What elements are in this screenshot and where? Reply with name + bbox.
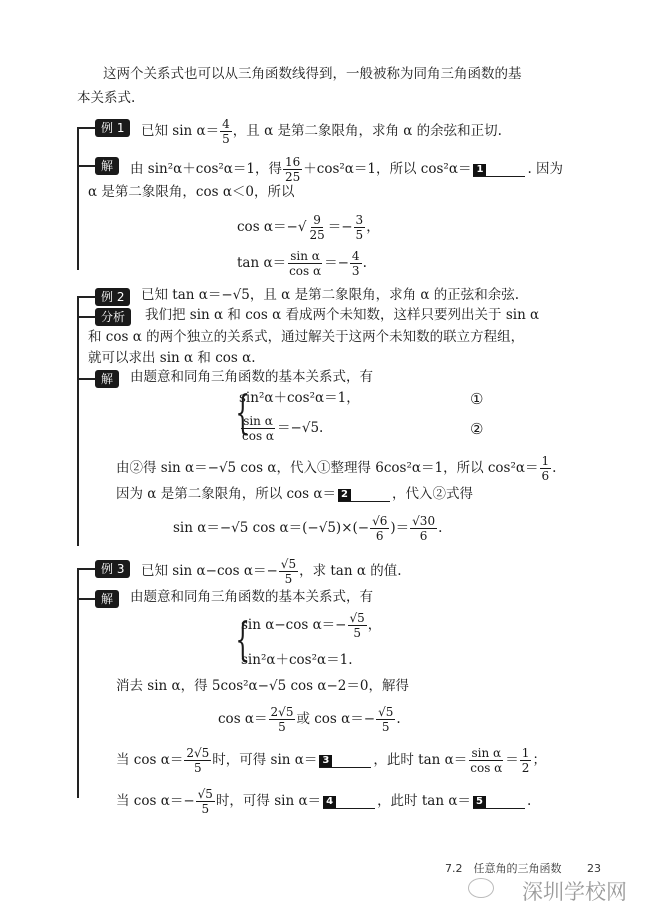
answer-blank [473,794,525,809]
equation-number-1: ① [470,390,484,408]
section-title: 7.2 任意角的三角函数 [445,862,562,875]
analysis-line [88,331,524,345]
bracket-tick [77,127,97,129]
denominator: 5 [193,761,202,775]
text-run: 当 cos α＝− [116,792,195,809]
text-run: 因为 α 是第二象限角，所以 cos α＝ [116,485,337,502]
denominator: 5 [381,720,390,734]
example-3-solution-line [116,788,531,815]
text-run: 已知 sin α−cos α＝− [141,562,278,579]
text-run: ， [367,616,382,633]
denominator: 3 [351,264,360,278]
text-run: 已知 tan α＝−√5，且 α 是第二象限角，求角 α 的正弦和余弦. [141,287,520,303]
text-run: α 是第二象限角，cos α＜0，所以 [88,184,295,200]
text-run: 由题意和同角三角函数的基本关系式，有 [130,589,373,605]
text-run: 和 cos α 的两个独立的关系式，通过解关于这两个未知数的联立方程组， [88,329,525,345]
fraction [184,747,211,774]
watermark: 深圳学校网 [522,880,627,904]
fraction [348,612,367,639]
text-run: ，代入②式得 [392,485,474,502]
text-run: 或 cos α＝− [296,710,376,727]
answer-blank [319,753,371,768]
example-3-equation [218,706,401,733]
answer-blank [473,162,525,177]
text-run: )＝ [390,519,410,536]
text-run: 已知 sin α＝ [141,122,220,139]
denominator: 5 [353,626,361,640]
numerator: 4 [351,249,360,263]
blank-number: 4 [323,796,336,808]
numerator: 1 [541,454,550,468]
numerator: 9 [313,213,321,227]
text-run: . 因为 [527,160,564,177]
example-1-question [141,118,502,145]
text-run: . [526,792,532,809]
text-run: 当 cos α＝ [116,751,184,768]
fraction [540,455,552,482]
bracket-tick [77,378,97,380]
system-brace: { [235,612,250,666]
text-run: sin²α＋cos²α＝1， [239,390,360,406]
text-run: ＝− [327,218,353,235]
bracket-tick [77,296,97,298]
text-run: 由 sin²α＋cos²α＝1，得 [130,160,282,177]
numerator: √5 [197,787,213,801]
system-equation-1 [239,392,360,406]
example-3-bracket [77,568,79,798]
fraction [307,214,326,241]
example-1-equation [237,214,380,241]
fraction [370,515,389,542]
page-footer [445,860,601,876]
text-run: ＝ [505,751,519,768]
text-run: 这两个关系式也可以从三角函数线得到，一般被称为同角三角函数的基 [103,66,522,82]
analysis-line [88,352,256,366]
blank-number: 2 [338,489,351,501]
text-run: 由题意和同角三角函数的基本关系式，有 [130,369,373,385]
example-1-solution-line [130,156,563,183]
text-run: 时，可得 sin α＝ [215,792,322,809]
text-run: sin α＝−√5 cos α＝(−√5)×(− [173,519,370,536]
denominator: cos α [242,429,275,443]
numerator: √5 [280,557,297,571]
denominator: 6 [419,529,428,543]
text-run: ，且 α 是第二象限角，求角 α 的余弦和正切. [232,122,502,139]
denominator: 25 [285,170,301,184]
text-run: 本关系式. [77,90,136,106]
example-1-equation [237,250,367,277]
analysis-line [145,309,539,323]
numerator: 1 [521,746,530,760]
example-1-bracket [77,127,79,270]
numerator: √5 [378,705,394,719]
numerator: sin α [243,414,273,428]
bracket-tick [77,598,97,600]
example-3-solution-line [130,591,373,605]
fraction [283,156,302,183]
blank-number: 3 [319,755,332,767]
denominator: 5 [284,572,293,586]
example-3-solution-line [116,747,546,774]
bracket-tick [77,165,97,167]
fraction [520,747,532,774]
fraction [196,788,215,815]
denominator: 25 [309,228,325,242]
solution-label: 解 [95,157,119,175]
text-run: . [362,254,367,271]
solution-label: 解 [95,370,119,388]
example-2-equation [173,515,442,542]
system-brace: { [235,385,250,439]
fraction [269,706,296,733]
text-run: sin²α＋cos²α＝1. [241,652,353,668]
denominator: 5 [201,802,210,816]
text-run: 我们把 sin α 和 cos α 看成两个未知数，这样只要列出关于 sin α [145,307,540,323]
example-2-solution-line [116,487,473,502]
text-run: ，求 tan α 的值. [299,562,402,579]
example-2-question [141,289,519,303]
numerator: √30 [412,514,436,528]
text-run: ， [366,218,380,235]
analysis-label: 分析 [95,308,131,326]
example-2-solution-line [116,455,556,482]
text-run: ＝− [324,254,349,271]
system-equation-2 [241,654,353,668]
denominator: cos α [289,264,322,278]
equation-number-2: ② [470,420,484,438]
text-run: cos α＝−√ [237,218,307,235]
fraction [287,250,323,277]
text-run: . [552,459,557,476]
text-run: 时，可得 sin α＝ [212,751,318,768]
text-run: ＋cos²α＝1，所以 cos²α＝ [303,160,472,177]
numerator: 2√5 [270,705,294,719]
text-run: sin α−cos α＝− [241,616,347,633]
example-3-label: 例 3 [95,560,130,578]
text-run: 就可以求出 sin α 和 cos α. [88,350,256,366]
answer-blank [323,794,375,809]
blank-number: 5 [473,796,486,808]
text-run: ，此时 tan α＝ [373,751,468,768]
intro-line-2 [77,92,135,106]
text-run: . [396,710,401,727]
fraction [468,747,504,774]
fraction [354,214,366,241]
text-run: tan α＝ [237,254,287,271]
denominator: 5 [278,720,286,734]
text-run: 由②得 sin α＝−√5 cos α，代入①整理得 6cos²α＝1，所以 cos²α＝ [116,459,539,476]
numerator: sin α [290,249,320,263]
page-number: 23 [587,862,601,875]
text-run: cos α＝ [218,710,268,727]
bracket-tick [77,568,97,570]
example-1-label: 例 1 [95,119,130,137]
text-run: 消去 sin α，得 5cos²α−√5 cos α−2＝0，解得 [116,678,409,694]
fraction [410,515,437,542]
intro-line-1 [103,68,522,82]
text-run: . [438,519,443,536]
denominator: 5 [222,132,230,146]
example-2-label: 例 2 [95,288,130,306]
blank-number: 1 [473,164,486,176]
example-2-solution-line [130,371,373,385]
answer-blank [338,487,390,502]
bracket-tick [77,316,97,318]
numerator: sin α [471,746,502,760]
wechat-icon [468,878,494,898]
fraction [279,558,298,585]
fraction [220,118,232,145]
numerator: √5 [349,611,365,625]
system-equation-2 [239,415,323,442]
fraction [240,415,276,442]
text-run: ，此时 tan α＝ [377,792,471,809]
example-2-bracket [77,296,79,546]
numerator: √6 [372,514,388,528]
fraction [350,250,362,277]
denominator: 6 [541,469,550,483]
example-3-solution-line [116,680,409,694]
numerator: 4 [222,117,230,131]
numerator: 2√5 [186,746,210,760]
text-run: ； [532,751,546,768]
text-run: ＝−√5. [277,419,324,436]
fraction [376,706,395,733]
system-equation-1 [241,612,381,639]
solution-label: 解 [95,590,119,608]
numerator: 16 [285,155,301,169]
example-3-question [141,558,402,585]
denominator: cos α [470,761,503,775]
numerator: 3 [355,213,364,227]
example-1-solution-line [88,186,295,200]
denominator: 6 [375,529,384,543]
denominator: 2 [521,761,530,775]
denominator: 5 [355,228,364,242]
